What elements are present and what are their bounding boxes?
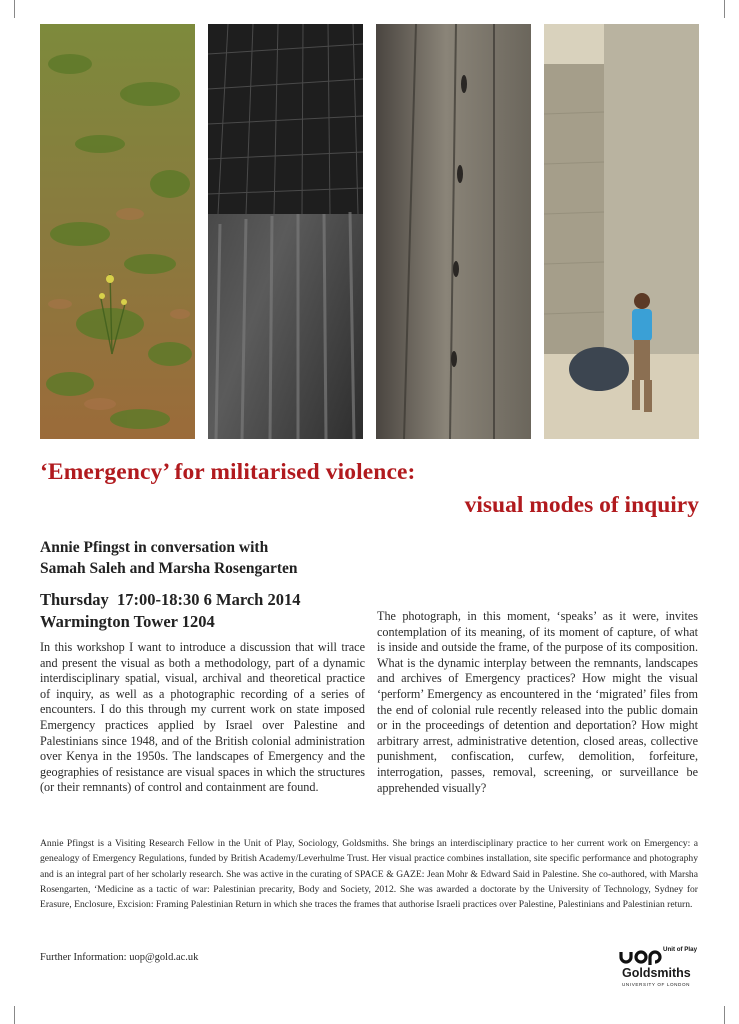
crop-mark: [14, 0, 15, 18]
speakers: [40, 537, 400, 579]
event-when: [40, 589, 380, 633]
event-title-line2: visual modes of inquiry: [464, 492, 699, 518]
further-info: Further Information: uop@gold.ac.uk: [40, 952, 199, 963]
crop-mark: [724, 1006, 725, 1024]
unit-of-play-logo: [619, 944, 699, 966]
body-right-column: The photograph, in this moment, ‘speaks’ as it were, invites contemplation of its meaning, of its moment of capture, of what is inside and outside the frame, of the purpose of its composition. What is the dynamic interplay between the remnants, landscapes and archives of Emergency practices? How might the visual ‘perform’ Emergency as encountered in the ‘migrated’ files from the end of colonial rule recently released into the public domain or in the proceedings of detention and deportation? How might arbitrary arrest, administrative detention, closed areas, collective punishment, confiscation, curfew, demolition, forfeiture, interrogation, passes, removal, screening, or surveillance be apprehended visually?: [377, 609, 698, 795]
photo-child-by-wall: [544, 24, 699, 439]
photo-grass: [40, 24, 195, 439]
crop-mark: [724, 0, 725, 18]
event-title-line1: ‘Emergency’ for militarised violence:: [40, 459, 416, 485]
event-venue: Warmington Tower 1204: [40, 612, 215, 631]
speakers-line1: Annie Pfingst in conversation with: [40, 539, 269, 556]
speaker-bio: Annie Pfingst is a Visiting Research Fellow in the Unit of Play, Sociology, Goldsmiths. She brings an interdisciplinary practice to her current work on Emergency: a genealogy of Emergency Regulations, funded by British Academy/Leverhulme Trust. Her visual practice combines installation, site specific performance and photography and is an integral part of her scholarly research. She was active in the curating of SPACE & GAZE: Jean Mohr & Edward Said in Palestine. She co-authored, with Marsha Rosengarten, ‘Medicine as a tactic of war: Palestinian precarity, Body and Society, 2012. She was awarded a doctorate by the University of Technology, Sydney for Erasure, Enclosure, Excision: Framing Palestinian Return in which she traces the frames that authorise Israeli practices over Palestine, Palestinians and Palestinian return.: [40, 838, 698, 911]
speakers-line2: Samah Saleh and Marsha Rosengarten: [40, 560, 298, 577]
crop-mark: [14, 1006, 15, 1024]
body-left-column: In this workshop I want to introduce a discussion that will trace and present the visual as both a methodology, part of a dynamic interdisciplinary spatial, visual, archival and theoretical practice of inquiry, as well as a photographic recording of a series of encounters. I do this through my current work on state imposed Emergency practices applied by Israel over Palestine and Palestinians since 1948, and of the British colonial administration over Kenya in the 1950s. The landscapes of Emergency and the geographies of resistance are visual spaces in which the structures (or their remnants) of control and containment are found.: [40, 640, 365, 795]
photo-metal-wall: [208, 24, 363, 439]
goldsmiths-logo: Goldsmiths: [622, 966, 691, 980]
goldsmiths-subtitle: UNIVERSITY OF LONDON: [622, 982, 691, 987]
event-datetime: Thursday 17:00-18:30 6 March 2014: [40, 590, 301, 609]
photo-concrete-wall: [376, 24, 531, 439]
unit-of-play-text: Unit of Play: [663, 946, 698, 953]
